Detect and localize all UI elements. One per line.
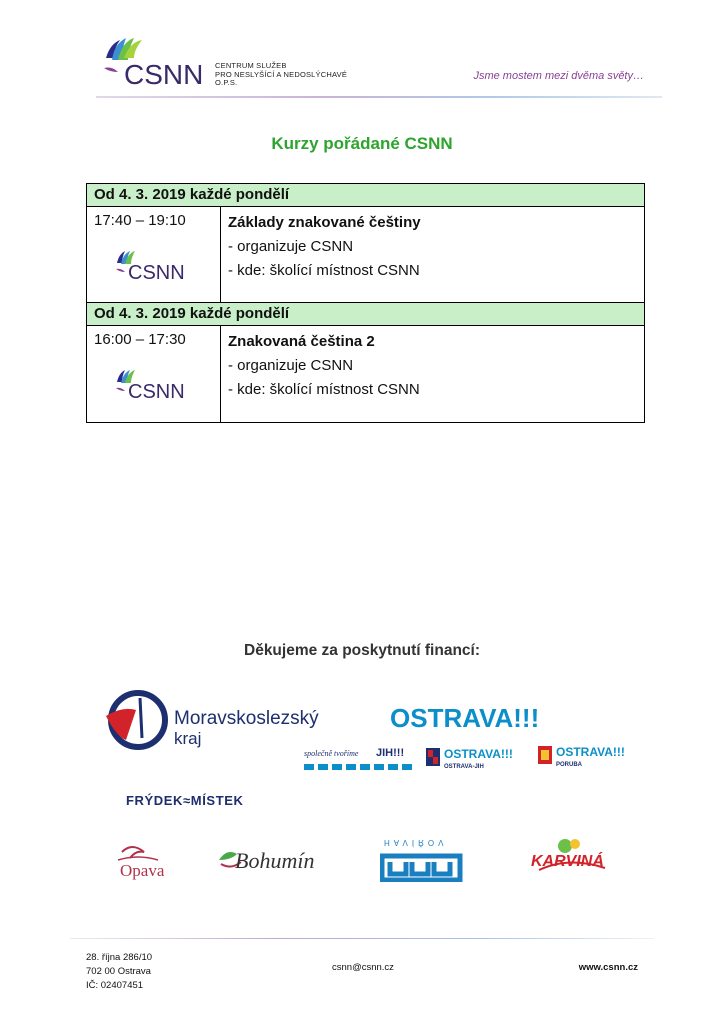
karvina-logo bbox=[525, 836, 615, 876]
header-divider bbox=[96, 96, 662, 98]
msk-name: Moravskoslezský bbox=[174, 708, 319, 729]
jih-text: JIH!!! bbox=[376, 747, 405, 759]
spolecne-text: společně tvoříme bbox=[304, 749, 359, 758]
ostrava-poruba-text: OSTRAVA!!! bbox=[556, 745, 625, 759]
footer-divider bbox=[70, 938, 654, 939]
course-row bbox=[87, 326, 644, 423]
funding-thanks: Děkujeme za poskytnutí financí: bbox=[244, 642, 480, 659]
course-row bbox=[87, 207, 644, 303]
course-time: 17:40 – 19:10 bbox=[94, 212, 186, 229]
course-name: Základy znakované češtiny bbox=[228, 214, 421, 231]
mini-logo-text: CSNN bbox=[128, 262, 185, 283]
course-organizer: - organizuje CSNN bbox=[228, 357, 354, 374]
karvina-text: KARVINÁ bbox=[531, 853, 604, 870]
address-street: 28. října 286/10 bbox=[86, 952, 153, 963]
district-pictograms-icon bbox=[304, 764, 412, 770]
opava-logo bbox=[112, 840, 188, 880]
page-title: Kurzy pořádané CSNN bbox=[271, 134, 453, 153]
course-location: - kde: školící místnost CSNN bbox=[228, 262, 420, 279]
course-desc-cell bbox=[221, 326, 420, 422]
frydek-text: FRÝDEK≈MÍSTEK bbox=[126, 793, 244, 808]
msk-kraj: kraj bbox=[174, 729, 202, 748]
city-district-logos bbox=[304, 742, 644, 776]
frydek-mistek-logo bbox=[126, 790, 286, 810]
opava-text: Opava bbox=[120, 861, 165, 880]
logo-subtitle: CENTRUM SLUŽEB PRO NESLYŠÍCÍ A NEDOSLÝCHAVÉ O.P.S. bbox=[215, 61, 348, 87]
address-ico: IČ: 02407451 bbox=[86, 980, 144, 991]
address-city: 702 00 Ostrava bbox=[86, 966, 151, 977]
course-time: 16:00 – 17:30 bbox=[94, 331, 186, 348]
footer-address bbox=[86, 951, 152, 993]
ostrava-logo bbox=[390, 702, 585, 732]
bohumin-text: Bohumín bbox=[235, 848, 315, 873]
course-name: Znakovaná čeština 2 bbox=[228, 333, 375, 350]
course-location: - kde: školící místnost CSNN bbox=[228, 381, 420, 398]
course-heading: Od 4. 3. 2019 každé pondělí bbox=[87, 303, 644, 326]
course-desc-cell bbox=[221, 207, 421, 302]
csnn-mini-logo bbox=[113, 247, 193, 283]
course-time-cell bbox=[87, 207, 221, 302]
tagline: Jsme mostem mezi dvěma světy… bbox=[473, 70, 644, 82]
footer-website[interactable]: www.csnn.cz bbox=[578, 962, 638, 973]
mini-logo-text: CSNN bbox=[128, 381, 185, 402]
havirov-text: HAVÍŘOV bbox=[384, 838, 448, 847]
footer-email[interactable]: csnn@csnn.cz bbox=[332, 962, 394, 973]
ostrava-poruba-sub: PORUBA bbox=[556, 762, 583, 768]
logo-text: CSNN bbox=[124, 59, 204, 90]
csnn-logo bbox=[98, 30, 218, 90]
poruba-crest-icon bbox=[538, 746, 552, 764]
ostrava-jih-sub: OSTRAVA-JIH bbox=[444, 764, 484, 770]
ostrava-jih-text: OSTRAVA!!! bbox=[444, 747, 513, 761]
csnn-mini-logo bbox=[113, 366, 193, 402]
course-time-cell bbox=[87, 326, 221, 422]
bohumin-logo bbox=[215, 838, 337, 878]
havirov-logo bbox=[380, 838, 464, 882]
ostrava-text: OSTRAVA!!! bbox=[390, 703, 540, 732]
courses-table bbox=[86, 183, 645, 423]
ostrava-jih-crest-icon bbox=[426, 748, 440, 766]
course-organizer: - organizuje CSNN bbox=[228, 238, 354, 255]
course-heading: Od 4. 3. 2019 každé pondělí bbox=[87, 184, 644, 207]
moravskoslezsky-kraj-logo bbox=[104, 688, 324, 754]
